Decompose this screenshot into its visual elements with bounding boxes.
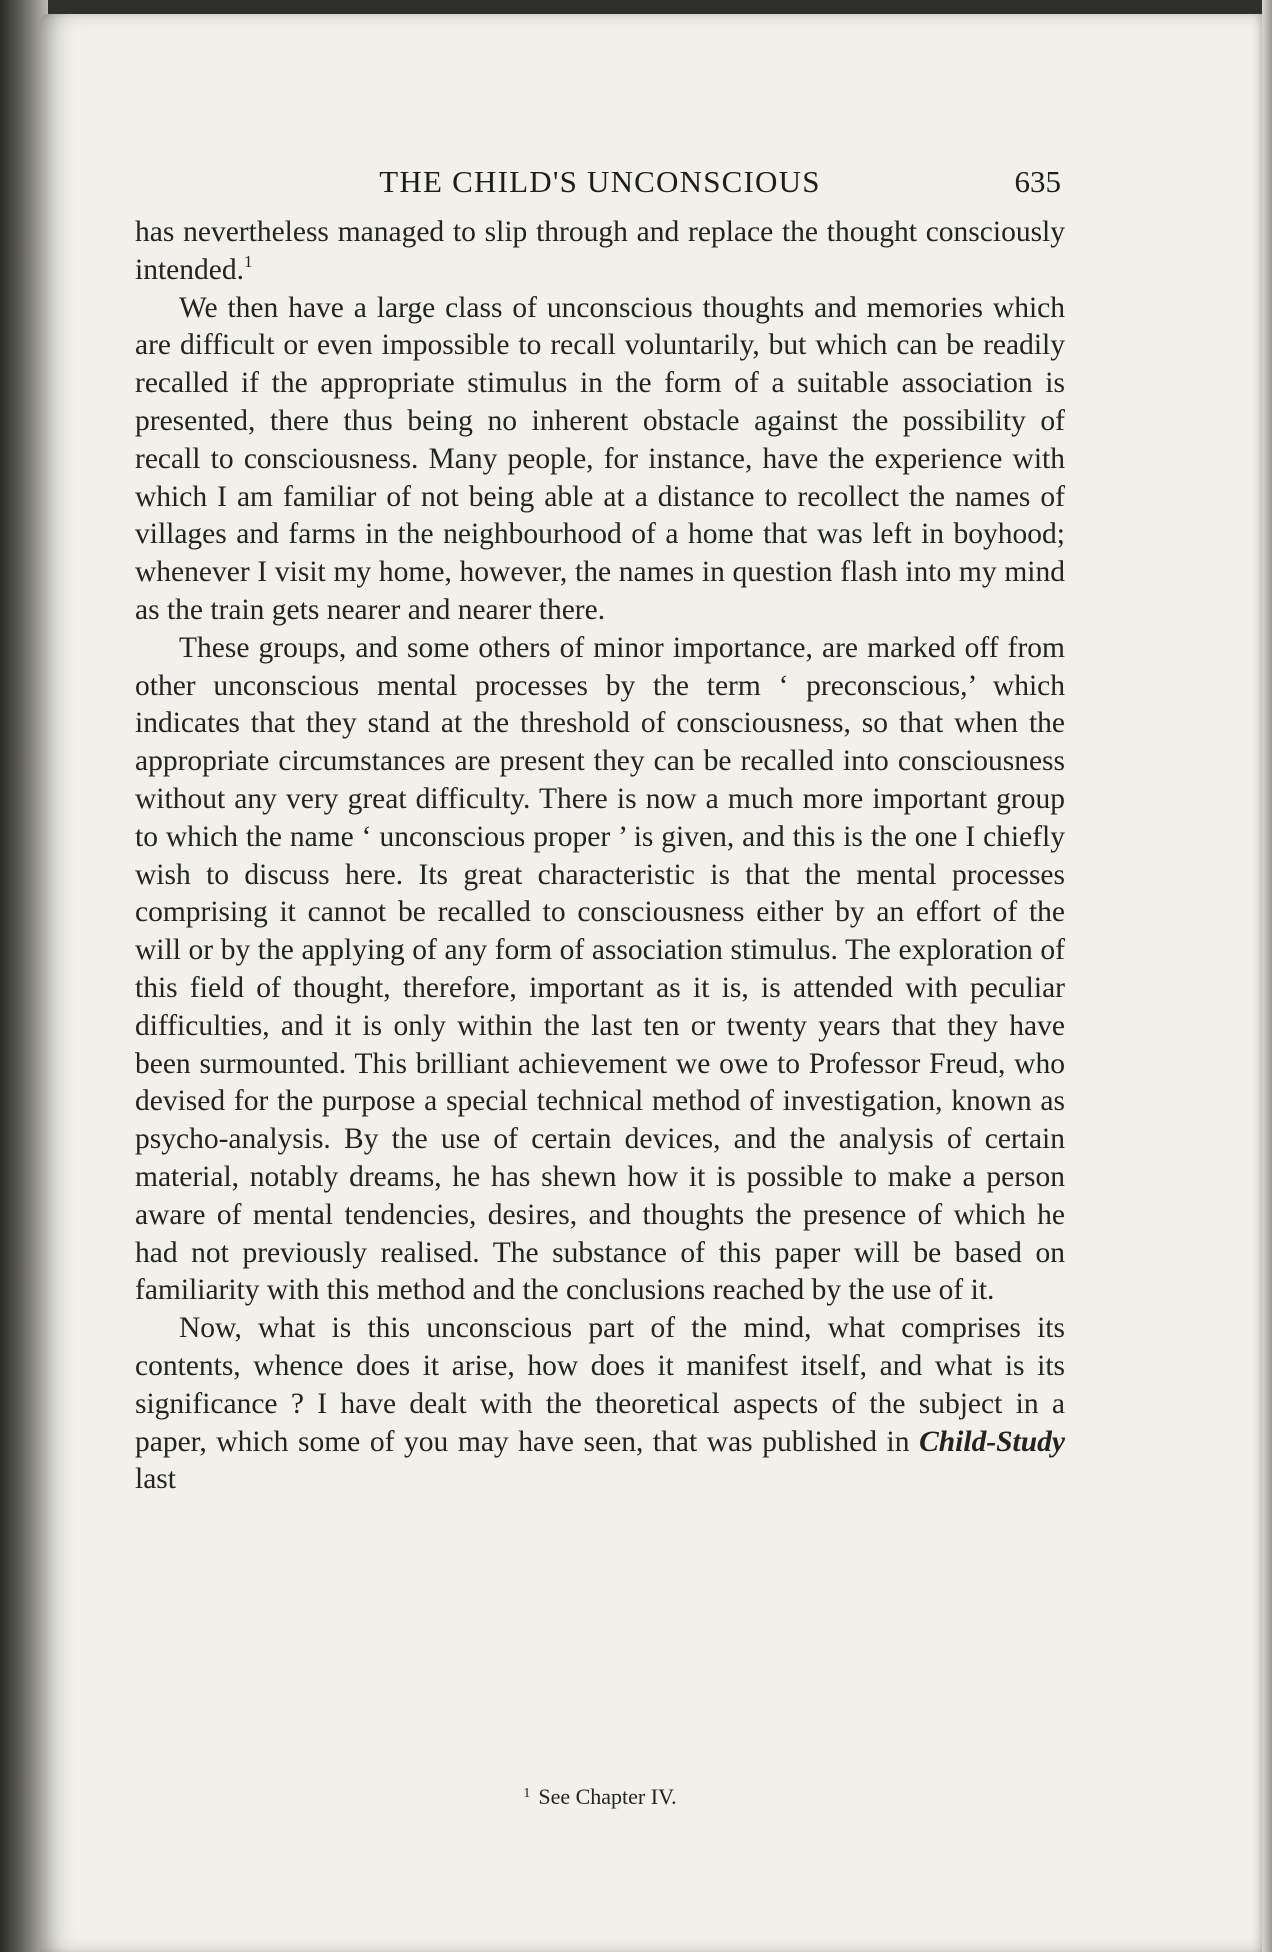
footnote-reference: 1 <box>243 251 253 271</box>
body-text <box>135 214 1065 1499</box>
paragraph-preconscious-recall: We then have a large class of unconscious thoughts and memories which are difficult or even impossible to recall voluntarily, but which can be readily recalled if the appropriate stimulus in the form of a suitable association is presented, there thus being no inherent obstacle against the possibility of recall to consciousness. Many people, for instance, have the experience with which I am familiar of not being able at a distance to recollect the names of villages and farms in the neighbourhood of a home that was left in boyhood; whenever I visit my home, however, the names in question flash into my mind as the train gets nearer and nearer there. <box>135 291 1065 626</box>
paragraph-text-after: last <box>135 1463 176 1496</box>
paragraph-text: has nevertheless managed to slip through and replace the thought consciously intended. <box>135 216 1065 286</box>
journal-title: Child-Study <box>919 1425 1065 1458</box>
footnote-text: See Chapter IV. <box>538 1784 677 1809</box>
paragraph-questions <box>135 1310 1065 1499</box>
paragraph-continuation <box>135 214 1065 290</box>
running-title: THE CHILD'S UNCONSCIOUS <box>379 164 821 199</box>
footnote <box>135 1784 1065 1810</box>
paragraph-unconscious-proper: These groups, and some others of minor importance, are marked off from other unconscious mental processes by the term ‘ preconscious,’ which indicates that they stand at the threshold of consciousness, so that when the appropriate circumstances are present they can be recalled into consciousness without any very great difficulty. There is now a much more important group to which the name ‘ unconscious proper ’ is given, and this is the one I chiefly wish to discuss here. Its great characteristic is that the mental processes comprising it cannot be recalled to consciousness either by an effort of the will or by the applying of any form of association stimulus. The exploration of this field of thought, therefore, important as it is, is attended with peculiar difficulties, and it is only within the last ten or twenty years that they have been surmounted. This brilliant achievement we owe to Professor Freud, who devised for the purpose a special technical method of investigation, known as psycho-analysis. By the use of certain devices, and the analysis of certain material, notably dreams, he has shewn how it is possible to make a person aware of mental tendencies, desires, and thoughts the presence of which he had not previously realised. The substance of this paper will be based on familiarity with this method and the conclusions reached by the use of it. <box>135 631 1065 1307</box>
page-right-edge <box>1262 0 1272 1952</box>
footnote-mark: 1 <box>523 1786 531 1801</box>
page-header <box>135 158 1065 206</box>
page-number: 635 <box>1014 164 1061 199</box>
paragraph-text-before: Now, what is this unconscious part of the mind, what comprises its contents, whence does it arise, how does it manifest itself, and what is its significance ? I have dealt with the theoretical aspects of the subject in a paper, which some of you may have seen, that was published in <box>135 1312 1065 1458</box>
